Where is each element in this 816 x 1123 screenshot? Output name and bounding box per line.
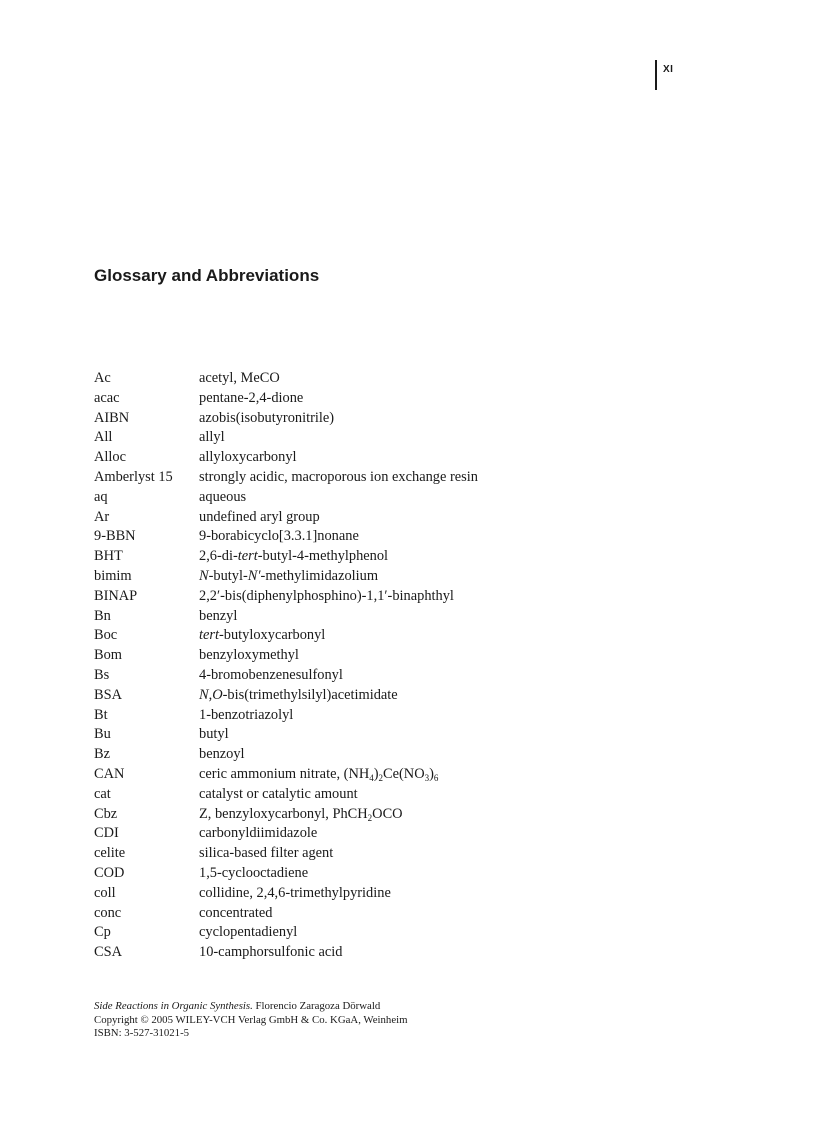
glossary-row — [94, 468, 734, 488]
abbreviation: COD — [94, 864, 125, 881]
glossary-row — [94, 706, 734, 726]
definition: N-butyl-N′-methylimidazolium — [199, 567, 379, 584]
definition: ceric ammonium nitrate, $(NH_4)_2Ce(NO_3)_6$ — [199, 765, 439, 783]
abbreviation: Cp — [94, 924, 111, 941]
glossary-row — [94, 805, 734, 825]
glossary-row — [94, 626, 734, 646]
abbreviation: Bu — [94, 726, 111, 743]
definition: 1,5-cyclooctadiene — [199, 864, 309, 881]
abbreviation: Boc — [94, 627, 118, 644]
glossary-row — [94, 666, 734, 686]
definition: aqueous — [199, 488, 247, 505]
abbreviation: Ac — [94, 370, 111, 386]
definition: benzyl — [199, 607, 238, 624]
definition: 4-bromobenzenesulfonyl — [199, 666, 343, 683]
glossary-row — [94, 844, 734, 864]
book-title: Side Reactions in Organic Synthesis. — [94, 1000, 253, 1012]
abbreviation: Cbz — [94, 805, 118, 822]
glossary-row — [94, 409, 734, 429]
glossary-row — [94, 884, 734, 904]
abbreviation: Bz — [94, 746, 110, 763]
glossary-row — [94, 725, 734, 745]
definition: 10-camphorsulfonic acid — [199, 944, 343, 961]
page-number: XI — [663, 64, 674, 75]
glossary-row — [94, 527, 734, 547]
glossary-row — [94, 904, 734, 924]
definition: acetyl, MeCO — [199, 370, 280, 386]
glossary-row — [94, 785, 734, 805]
abbreviation: 9-BBN — [94, 528, 136, 545]
glossary-row — [94, 369, 734, 389]
definition: strongly acidic, macroporous ion exchange resin — [199, 468, 478, 485]
definition: benzoyl — [199, 746, 245, 763]
glossary-row — [94, 488, 734, 508]
author: Florencio Zaragoza Dörwald — [255, 1000, 381, 1012]
definition: 9-borabicyclo[3.3.1]nonane — [199, 528, 359, 545]
copyright-line: Copyright © 2005 WILEY-VCH Verlag GmbH & Co. KGaA, Weinheim — [94, 1013, 408, 1026]
glossary-row — [94, 824, 734, 844]
glossary-row — [94, 607, 734, 627]
definition: azobis(isobutyronitrile) — [199, 409, 335, 426]
definition: allyloxycarbonyl — [199, 449, 297, 466]
definition: cyclopentadienyl — [199, 924, 298, 941]
abbreviation: conc — [94, 904, 122, 921]
definition: collidine, 2,4,6-trimethylpyridine — [199, 884, 391, 901]
abbreviation: CAN — [94, 765, 125, 782]
definition: catalyst or catalytic amount — [199, 785, 358, 802]
definition: N,O-bis(trimethylsilyl)acetimidate — [199, 686, 398, 703]
glossary-row — [94, 567, 734, 587]
glossary-row — [94, 686, 734, 706]
abbreviation: Ar — [94, 508, 110, 525]
definition: benzyloxymethyl — [199, 647, 299, 664]
abbreviation: Bs — [94, 666, 110, 683]
abbreviation: AIBN — [94, 409, 130, 426]
abbreviation: Bom — [94, 647, 122, 664]
definition: pentane-2,4-dione — [199, 389, 304, 406]
abbreviation: coll — [94, 884, 116, 901]
glossary-row — [94, 448, 734, 468]
glossary-row — [94, 428, 734, 448]
abbreviation: acac — [94, 389, 120, 406]
definition: tert-butyloxycarbonyl — [199, 627, 326, 644]
definition: 2,2′-bis(diphenylphosphino)-1,1′-binaphthyl — [199, 587, 454, 604]
glossary-row — [94, 389, 734, 409]
abbreviation: bimim — [94, 567, 132, 584]
abbreviation: Bt — [94, 706, 108, 723]
glossary-row — [94, 923, 734, 943]
glossary-row — [94, 943, 734, 963]
citation-line — [94, 1000, 408, 1014]
abbreviation: celite — [94, 845, 126, 862]
definition: concentrated — [199, 904, 273, 921]
abbreviation: Amberlyst 15 — [94, 468, 173, 485]
glossary-list — [94, 369, 734, 963]
glossary-row — [94, 864, 734, 884]
isbn-line: ISBN: 3-527-31021-5 — [94, 1027, 190, 1039]
definition: Z, benzyloxycarbonyl, PhCH$_2$OCO — [199, 805, 403, 823]
glossary-row — [94, 547, 734, 567]
definition: 1-benzotriazolyl — [199, 706, 294, 723]
abbreviation: Alloc — [94, 449, 126, 466]
glossary-row — [94, 646, 734, 666]
abbreviation: BSA — [94, 686, 122, 703]
glossary-row — [94, 508, 734, 528]
definition: carbonyldiimidazole — [199, 825, 318, 842]
abbreviation: CDI — [94, 825, 119, 842]
definition: undefined aryl group — [199, 508, 320, 525]
abbreviation: BHT — [94, 548, 123, 565]
abbreviation: aq — [94, 488, 108, 505]
copyright-footer — [94, 1000, 408, 1041]
glossary-row — [94, 765, 734, 785]
definition: butyl — [199, 726, 229, 743]
glossary-row — [94, 745, 734, 765]
abbreviation: CSA — [94, 944, 122, 961]
abbreviation: All — [94, 429, 113, 446]
page-title: Glossary and Abbreviations — [94, 266, 320, 285]
abbreviation: BINAP — [94, 587, 138, 604]
abbreviation: cat — [94, 785, 111, 802]
glossary-row — [94, 587, 734, 607]
definition: 2,6-di-tert-butyl-4-methylphenol — [199, 548, 389, 565]
header-rule — [655, 60, 657, 90]
definition: allyl — [199, 429, 225, 446]
definition: silica-based filter agent — [199, 845, 334, 862]
abbreviation: Bn — [94, 607, 111, 624]
